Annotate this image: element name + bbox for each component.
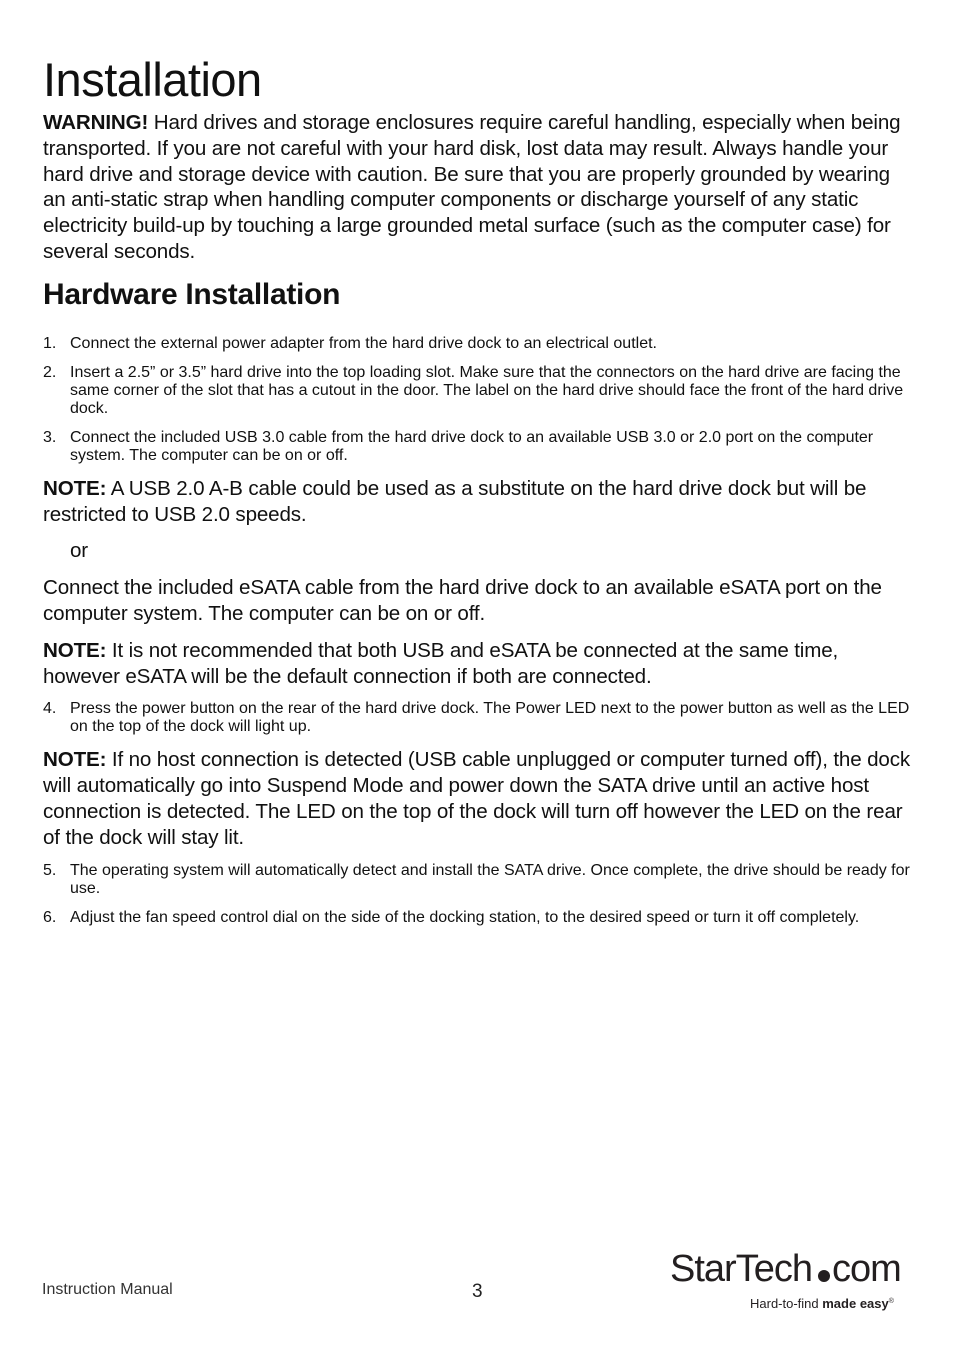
warning-paragraph (43, 110, 913, 265)
logo-tagline-bold: made easy (822, 1296, 889, 1311)
footer-manual-label: Instruction Manual (42, 1281, 173, 1298)
section-title: Hardware Installation (43, 277, 341, 311)
logo-tagline-mark: ® (888, 1298, 894, 1305)
step-text: The operating system will automatically detect and install the SATA drive. Once complete, the drive should be ready for use. (70, 861, 910, 897)
note-lead: NOTE: (43, 748, 107, 772)
page-title: Installation (43, 53, 262, 106)
note-lead: NOTE: (43, 476, 107, 500)
step-text: Connect the included USB 3.0 cable from the hard drive dock to an available USB 3.0 or 2.0 port on the computer system. The computer can be on or off. (70, 428, 874, 464)
step-number: 5. (43, 861, 57, 879)
startech-logo (670, 1243, 910, 1315)
step-number: 6. (43, 908, 57, 926)
step-number: 2. (43, 363, 57, 381)
warning-text: Hard drives and storage enclosures require careful handling, especially when being transported. If you are not careful with your hard disk, lost data may result. Always handle your hard drive and storage device with caution. Be sure that you are properly grounded by wearing an anti-static strap when handling computer components or discharge yourself of any static electricity build-up by touching a large grounded metal surface (such as the computer case) for several seconds. (43, 111, 901, 263)
step-text: Connect the external power adapter from the hard drive dock to an electrical outlet. (70, 334, 657, 352)
logo-dot-icon (818, 1270, 830, 1282)
note-text: A USB 2.0 A-B cable could be used as a substitute on the hard drive dock but will be restricted to USB 2.0 speeds. (43, 476, 867, 526)
logo-domain: com (832, 1248, 901, 1290)
note-suspend (43, 747, 913, 850)
step-text: Insert a 2.5” or 3.5” hard drive into the top loading slot. Make sure that the connectors on the hard drive are facing the same corner of the slot that has a cutout in the door. The label on the hard drive should face the front of the hard drive dock. (70, 363, 904, 417)
note-text: It is not recommended that both USB and eSATA be connected at the same time, however eSATA will be the default connection if both are connected. (43, 638, 839, 688)
step-number: 3. (43, 428, 57, 446)
list-item-step-3 (43, 429, 913, 465)
step-number: 1. (43, 334, 57, 352)
note-usb2 (43, 476, 913, 528)
esata-paragraph: Connect the included eSATA cable from the hard drive dock to an available eSATA port on the computer system. The computer can be on or off. (43, 576, 882, 625)
list-item-step-4 (43, 700, 913, 736)
warning-lead: WARNING! (43, 111, 149, 134)
or-separator: or (70, 539, 89, 563)
page-number: 3 (472, 1281, 483, 1302)
step-number: 4. (43, 700, 57, 718)
step-text: Press the power button on the rear of the hard drive dock. The Power LED next to the power button as well as the LED on the top of the dock will light up. (70, 700, 910, 736)
note-esata (43, 638, 913, 690)
list-item-step-6 (43, 909, 913, 927)
note-text: If no host connection is detected (USB cable unplugged or computer turned off), the dock will automatically go into Suspend Mode and power down the SATA drive until an active host connection is detected. The LED on the top of the dock will turn off however the LED on the rear of the dock will stay lit. (43, 748, 910, 849)
list-item-step-2 (43, 364, 913, 418)
svg-text:Hard-to-find made easy® (750, 1296, 895, 1311)
document-page (43, 50, 913, 927)
step-text: Adjust the fan speed control dial on the side of the docking station, to the desired speed or turn it off completely. (70, 908, 860, 926)
list-item-step-5 (43, 862, 913, 898)
logo-tagline-light: Hard-to-find (750, 1296, 823, 1311)
note-lead: NOTE: (43, 638, 107, 662)
logo-name: StarTech (670, 1248, 812, 1290)
list-item-step-1 (43, 335, 913, 353)
